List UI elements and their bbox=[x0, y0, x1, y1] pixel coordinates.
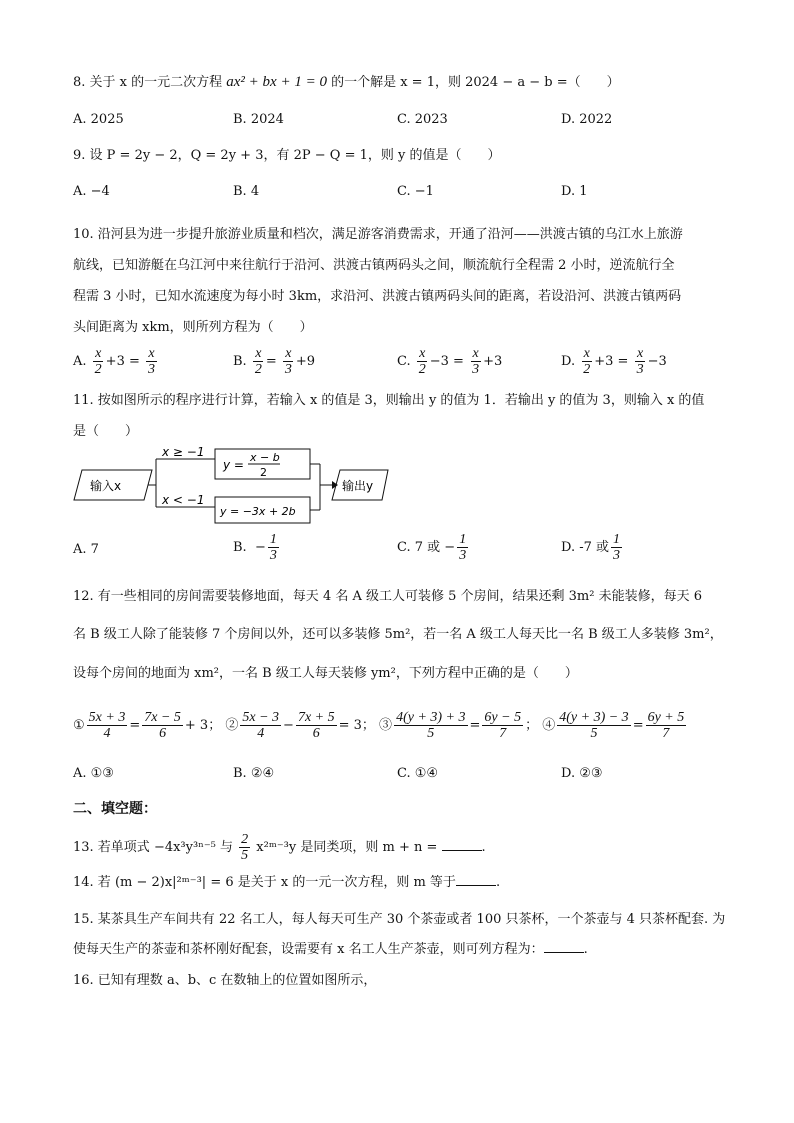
fraction: $\frac{x}{3}$ bbox=[636, 346, 644, 377]
q15-line-1: 15. 某茶具生产车间共有 22 名工人，每人每天可生产 30 个茶壶或者 100 只茶杯，一个茶壶与 4 只茶杯配套. 为 bbox=[73, 912, 726, 927]
q8-option-c[interactable]: C. 2023 bbox=[397, 112, 448, 127]
output-label: 输出y bbox=[342, 479, 374, 493]
q11-line-1: 11. 按如图所示的程序进行计算，若输入 x 的值是 3，则输出 y 的值为 1．若输出 y 的值为 3，则输入 x 的值 bbox=[73, 393, 705, 408]
fraction: $\frac{x}{3}$ bbox=[472, 346, 480, 377]
q8-option-a[interactable]: A. 2025 bbox=[73, 112, 124, 127]
q10-option-a[interactable]: A. $\frac{x}{2}$ +3 = $\frac{x}{3}$ bbox=[73, 346, 156, 377]
q12-option-c[interactable]: C. ①④ bbox=[397, 766, 439, 781]
section-title: 二、填空题： bbox=[73, 801, 157, 817]
box-top bbox=[215, 449, 310, 479]
q8-stem-b: 的一个解是 x = 1，则 2024 − a − b =（ ） bbox=[326, 75, 620, 90]
q9-option-d[interactable]: D. 1 bbox=[561, 184, 588, 199]
q11-flowchart bbox=[70, 445, 390, 530]
q16-line-1: 16. 已知有理数 a、b、c 在数轴上的位置如图所示， bbox=[73, 973, 377, 988]
q10-line-4: 头间距离为 xkm，则所列方程为（ ） bbox=[73, 320, 313, 335]
input-label: 输入x bbox=[90, 479, 122, 493]
fraction: $\frac{x}{3}$ bbox=[284, 346, 292, 377]
fraction: $\frac{x}{2}$ bbox=[94, 346, 102, 377]
condition-top: x ≥ −1 bbox=[162, 445, 205, 459]
q12-option-a[interactable]: A. ①③ bbox=[73, 766, 114, 781]
fraction: $\frac{x}{2}$ bbox=[254, 346, 262, 377]
q10-line-3: 程需 3 小时，已知水流速度为每小时 3km，求沿河、洪渡古镇两码头间的距离，若设沿河、洪渡古镇两码 bbox=[73, 289, 682, 304]
answer-blank[interactable] bbox=[456, 873, 496, 886]
input-parallelogram bbox=[74, 470, 152, 500]
q8-option-d[interactable]: D. 2022 bbox=[561, 112, 613, 127]
q10-option-c[interactable]: C. $\frac{x}{2}$ −3 = $\frac{x}{3}$ +3 bbox=[397, 346, 503, 377]
q8-stem bbox=[73, 72, 620, 93]
answer-blank[interactable] bbox=[442, 838, 482, 851]
svg-text:y =: y = bbox=[223, 458, 244, 472]
svg-text:x − b: x − b bbox=[250, 451, 280, 464]
q9-stem: 9. 设 P = 2y − 2，Q = 2y + 3，有 2P − Q = 1，则 y 的值是（ ） bbox=[73, 148, 501, 163]
q8-stem-a: 8. 关于 x 的一元二次方程 bbox=[73, 75, 227, 90]
q10-option-d[interactable]: D. $\frac{x}{2}$ +3 = $\frac{x}{3}$ −3 bbox=[561, 346, 667, 377]
q9-option-a[interactable]: A. −4 bbox=[73, 184, 110, 199]
output-parallelogram bbox=[332, 470, 388, 500]
q11-option-d[interactable]: D. -7 或 $\frac{1}{3}$ bbox=[561, 532, 621, 563]
q12-line-1: 12. 有一些相同的房间需要装修地面，每天 4 名 A 级工人可装修 5 个房间，结果还剩 3m² 未能装修，每天 6 bbox=[73, 589, 703, 604]
q10-line-2: 航线，已知游艇在乌江河中来往航行于沿河、洪渡古镇两码头之间，顺流航行全程需 2 小时，逆流航行全 bbox=[73, 258, 675, 273]
q9-option-b[interactable]: B. 4 bbox=[233, 184, 260, 199]
q12-option-b[interactable]: B. ②④ bbox=[233, 766, 275, 781]
q12-line-3: 设每个房间的地面为 xm²，一名 B 级工人每天装修 ym²，下列方程中正确的是（ ） bbox=[73, 666, 578, 681]
q15-line-2: 使每天生产的茶壶和茶杯刚好配套，设需要有 x 名工人生产茶壶，则可列方程为： . bbox=[73, 942, 588, 957]
q13-stem: 13. 若单项式 −4x³y³ⁿ⁻⁵ 与 $\frac{2}{5}$ x²ᵐ⁻³y 是同类项，则 m + n = . bbox=[73, 832, 486, 863]
answer-blank[interactable] bbox=[544, 940, 584, 953]
q8-equation: ax² + bx + 1 = 0 bbox=[226, 74, 327, 90]
condition-bottom: x < −1 bbox=[162, 493, 205, 507]
box-bottom bbox=[215, 497, 310, 523]
q8-option-b[interactable]: B. 2024 bbox=[233, 112, 284, 127]
svg-text:y = −3x + 2b: y = −3x + 2b bbox=[220, 505, 296, 518]
q10-option-b[interactable]: B. $\frac{x}{2}$ = $\frac{x}{3}$ +9 bbox=[233, 346, 316, 377]
q12-option-d[interactable]: D. ②③ bbox=[561, 766, 603, 781]
q14-stem: 14. 若 (m − 2)x|²ᵐ⁻³| = 6 是关于 x 的一元一次方程，则 m 等于 . bbox=[73, 875, 501, 890]
svg-text:2: 2 bbox=[260, 466, 267, 479]
q10-line-1: 10. 沿河县为进一步提升旅游业质量和档次，满足游客消费需求，开通了沿河——洪渡古镇的乌江水上旅游 bbox=[73, 227, 683, 242]
q9-option-c[interactable]: C. −1 bbox=[397, 184, 434, 199]
fraction: $\frac{x}{2}$ bbox=[418, 346, 426, 377]
q11-option-c[interactable]: C. 7 或 − $\frac{1}{3}$ bbox=[397, 532, 467, 563]
q12-line-2: 名 B 级工人除了能装修 7 个房间以外，还可以多装修 5m²，若一名 A 级工人每天比一名 B 级工人多装修 3m²， bbox=[73, 627, 723, 642]
q11-option-a[interactable]: A. 7 bbox=[73, 542, 99, 557]
q12-equations: ① $\frac{5x + 3}{4}$ = $\frac{7x - 5}{6}$ + 3； ② $\frac{5x - 3}{4}$ − $\frac{7x + 5}{6}$ = 3； ③ $\frac{4(y + 3) + 3}{5}$ = $\frac{6y - 5}{7}$ ； ④ $\frac{4(y + 3) - 3}{5}$ = $\frac{6y + 5}{7}$ bbox=[73, 710, 685, 741]
q11-line-2: 是（ ） bbox=[73, 424, 139, 439]
q11-option-b[interactable]: B. − $\frac{1}{3}$ bbox=[233, 532, 277, 563]
fraction: $\frac{x}{2}$ bbox=[583, 346, 591, 377]
fraction: $\frac{x}{3}$ bbox=[148, 346, 156, 377]
